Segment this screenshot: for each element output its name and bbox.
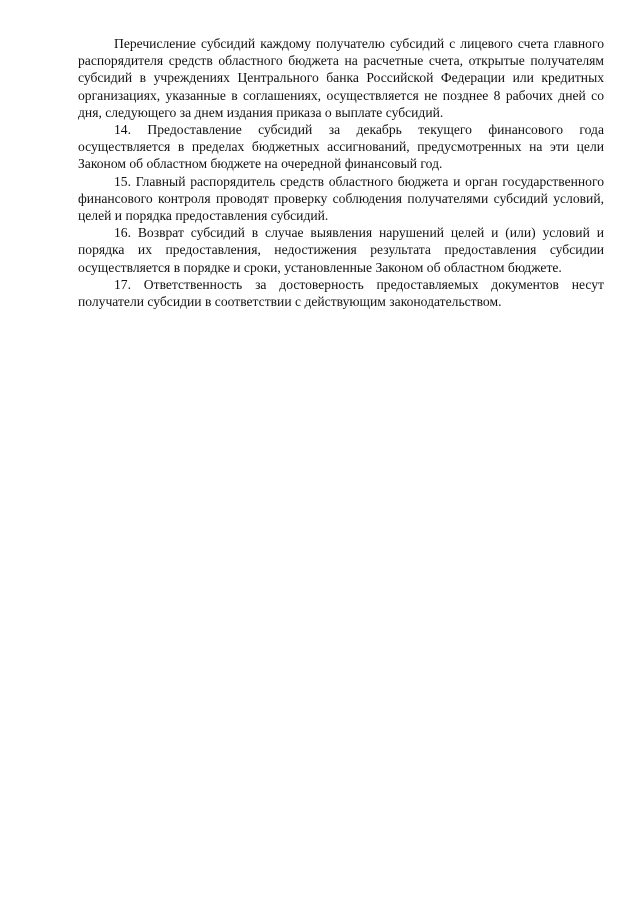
paragraph-14-december-subsidies: 14. Предоставление субсидий за декабрь текущего финансового года осуществляется в пределах бюджетных ассигнований, предусмотренных на эти цели Законом об областном бюджете на очередной финансовый год.: [78, 122, 604, 172]
paragraph-transfer-of-subsidies: Перечисление субсидий каждому получателю субсидий с лицевого счета главного распорядителя средств областного бюджета на расчетные счета, открытые получателям субсидий в учреждениях Центрального банка Российской Федерации или кредитных организациях, указанные в соглашениях, осуществляется не позднее 8 рабочих дней со дня, следующего за днем издания приказа о выплате субсидий.: [78, 36, 604, 120]
document-body: [78, 35, 604, 310]
paragraph-16-return-of-subsidies: 16. Возврат субсидий в случае выявления нарушений целей и (или) условий и порядка их предоставления, недостижения результата предоставления субсидии осуществляется в порядке и сроки, установленные Законом об областном бюджете.: [78, 225, 604, 275]
paragraph-15-compliance-check: 15. Главный распорядитель средств областного бюджета и орган государственного финансового контроля проводят проверку соблюдения получателями субсидий условий, целей и порядка предоставления субсидий.: [78, 173, 604, 224]
paragraph-17-responsibility: 17. Ответственность за достоверность предоставляемых документов несут получатели субсидии в соответствии с действующим законодательством.: [78, 276, 604, 310]
